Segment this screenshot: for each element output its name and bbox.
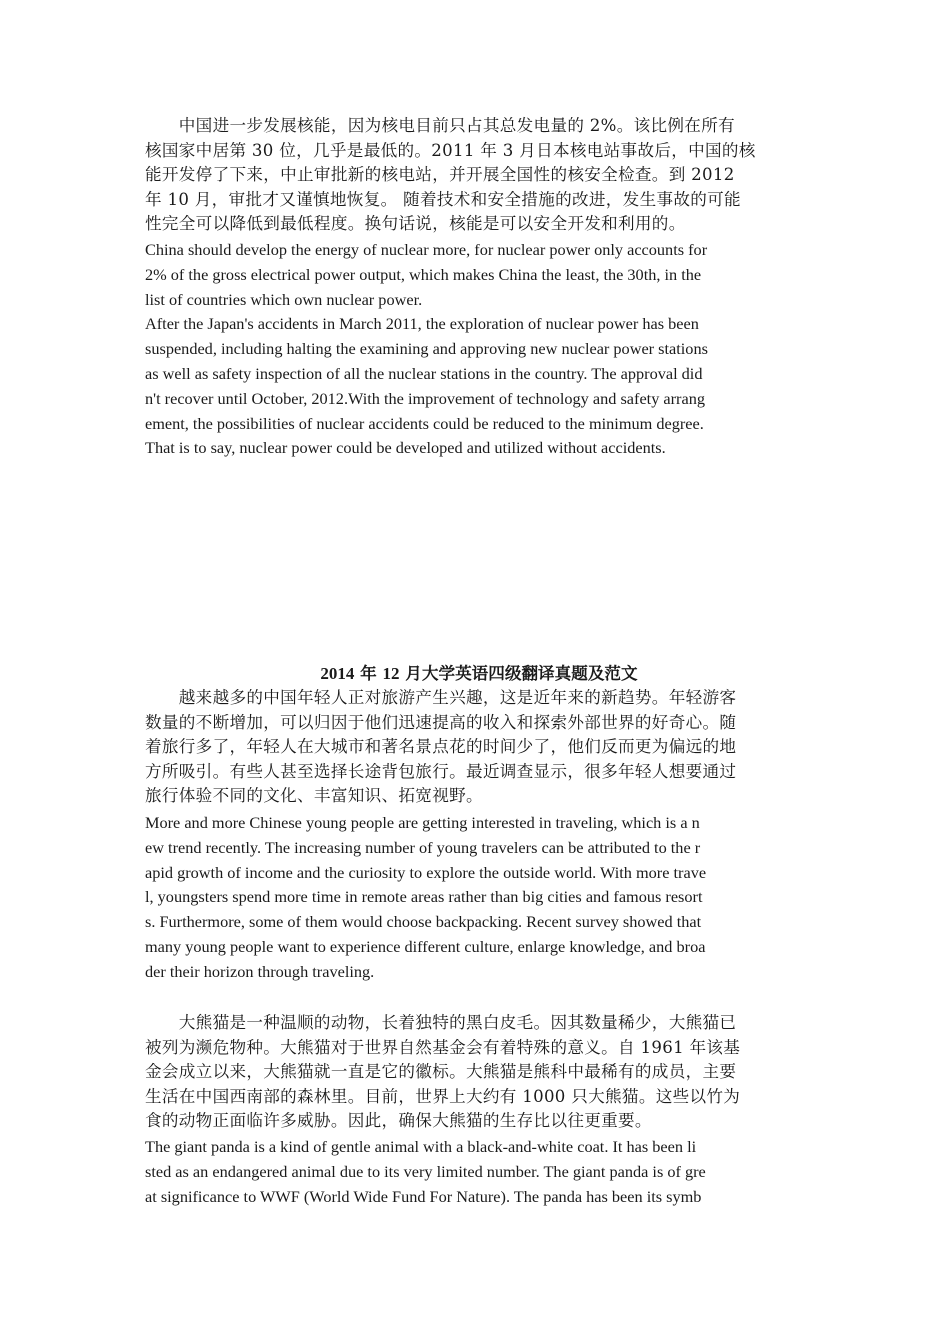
text-line: 食的动物正面临许多威胁。因此，确保大熊猫的生存比以往更重要。 bbox=[145, 1111, 652, 1130]
text-line: China should develop the energy of nuclear more, for nuclear power only accounts for bbox=[145, 240, 708, 259]
text-line: More and more Chinese young people are getting interested in traveling, which is a n bbox=[145, 813, 700, 832]
text-line: 大熊猫是一种温顺的动物，长着独特的黑白皮毛。因其数量稀少，大熊猫已 bbox=[145, 1013, 737, 1032]
text-line: sted as an endangered animal due to its very limited number. The giant panda is of gre bbox=[145, 1161, 706, 1181]
text-line: n't recover until October, 2012.With the improvement of technology and safety arrang bbox=[145, 388, 705, 408]
text-line: der their horizon through traveling. bbox=[145, 961, 375, 981]
text-line: l, youngsters spend more time in remote areas rather than big cities and famous resort bbox=[145, 887, 703, 907]
text-line: 2% of the gross electrical power output, which makes China the least, the 30th, in the bbox=[145, 264, 702, 284]
text-line: at significance to WWF (World Wide Fund For Nature). The panda has been its symb bbox=[145, 1186, 702, 1206]
text-line: many young people want to experience different culture, enlarge knowledge, and broa bbox=[145, 936, 706, 956]
text-line: 被列为濒危物种。大熊猫对于世界自然基金会有着特殊的意义。自 1961 年该基 bbox=[145, 1037, 741, 1057]
text-line: s. Furthermore, some of them would choose backpacking. Recent survey showed that bbox=[145, 912, 702, 932]
text-line: as well as safety inspection of all the nuclear stations in the country. The approval did bbox=[145, 363, 703, 383]
text-line: That is to say, nuclear power could be developed and utilized without accidents. bbox=[145, 438, 666, 458]
text-line: suspended, including halting the examining and approving new nuclear power stations bbox=[145, 339, 708, 359]
text-line: The giant panda is a kind of gentle animal with a black-and-white coat. It has been li bbox=[145, 1137, 697, 1156]
text-line: 方所吸引。有些人甚至选择长途背包旅行。最近调查显示，很多年轻人想要通过 bbox=[145, 761, 737, 781]
text-line: 数量的不断增加，可以归因于他们迅速提高的收入和探索外部世界的好奇心。随 bbox=[145, 712, 737, 732]
title-month: 12 bbox=[382, 664, 400, 683]
section-title bbox=[145, 661, 813, 685]
text-line: 越来越多的中国年轻人正对旅游产生兴趣，这是近年来的新趋势。年轻游客 bbox=[145, 688, 737, 707]
text-line: ement, the possibilities of nuclear accidents could be reduced to the minimum degree. bbox=[145, 413, 704, 433]
title-text-a: 年 bbox=[354, 663, 383, 683]
nuclear-chinese-paragraph bbox=[145, 114, 813, 237]
text-line: 性完全可以降低到最低程度。换句话说，核能是可以安全开发和利用的。 bbox=[145, 214, 686, 233]
text-line: 金会成立以来，大熊猫就一直是它的徽标。大熊猫是熊科中最稀有的成员，主要 bbox=[145, 1062, 737, 1081]
text-line: list of countries which own nuclear power. bbox=[145, 289, 423, 309]
text-line: 核国家中居第 30 位，几乎是最低的。2011 年 3 月日本核电站事故后，中国的核 bbox=[145, 140, 756, 160]
text-line: ew trend recently. The increasing number of young travelers can be attributed to the r bbox=[145, 837, 701, 857]
text-line: apid growth of income and the curiosity to explore the outside world. With more trave bbox=[145, 862, 707, 882]
nuclear-english-paragraph bbox=[145, 238, 813, 461]
text-line: 旅行体验不同的文化、丰富知识、拓宽视野。 bbox=[145, 786, 483, 805]
title-year: 2014 bbox=[320, 664, 355, 683]
text-line: 年 10 月，审批才又谨慎地恢复。 随着技术和安全措施的改进，发生事故的可能 bbox=[145, 189, 741, 209]
travel-chinese-paragraph bbox=[145, 686, 813, 809]
text-line: 着旅行多了，年轻人在大城市和著名景点花的时间少了，他们反而更为偏远的地 bbox=[145, 737, 737, 756]
text-line: 中国进一步发展核能，因为核电目前只占其总发电量的 2%。该比例在所有 bbox=[145, 116, 735, 135]
panda-chinese-paragraph bbox=[145, 1011, 813, 1134]
panda-english-paragraph bbox=[145, 1135, 813, 1209]
travel-english-paragraph bbox=[145, 811, 813, 985]
title-text-b: 月大学英语四级翻译真题及范文 bbox=[399, 663, 638, 683]
text-line: 能开发停了下来，中止审批新的核电站，并开展全国性的核安全检查。到 2012 bbox=[145, 165, 735, 184]
text-line: 生活在中国西南部的森林里。目前，世界上大约有 1000 只大熊猫。这些以竹为 bbox=[145, 1086, 741, 1106]
text-line: After the Japan's accidents in March 2011, the exploration of nuclear power has been bbox=[145, 314, 699, 334]
